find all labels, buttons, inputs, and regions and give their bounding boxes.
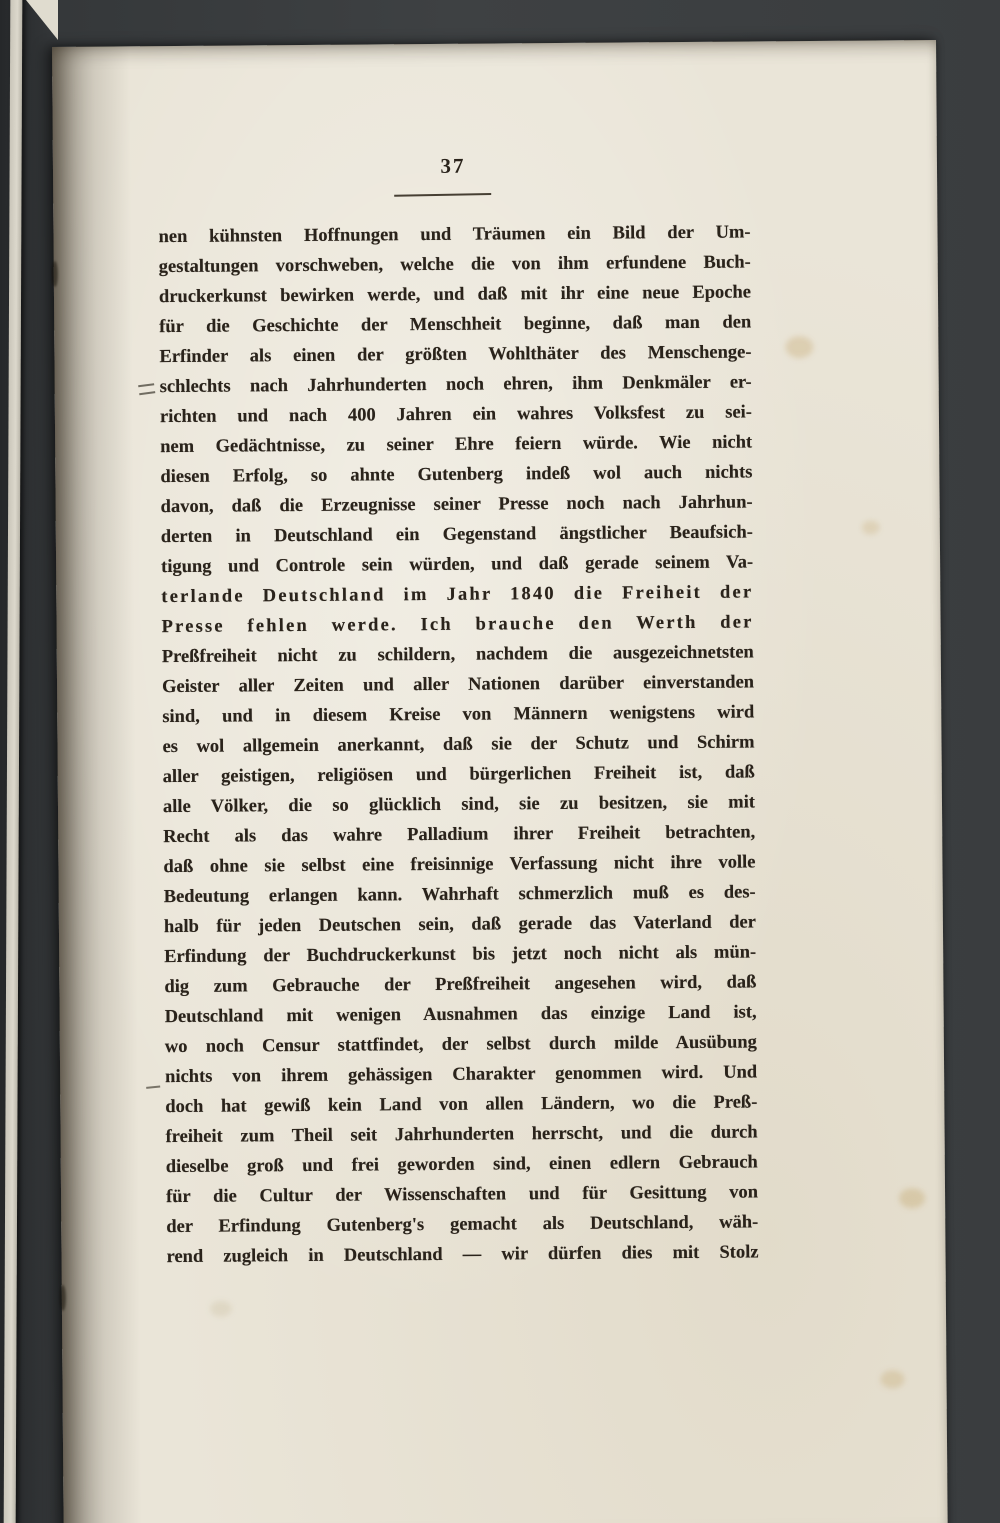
body-text	[158, 217, 758, 1272]
foxing-stain	[210, 1301, 232, 1317]
text-line: der Erfindung Gutenberg's gemacht als Deutschland, wäh-	[166, 1212, 759, 1238]
text-line: Erfindung der Buchdruckerkunst bis jetzt noch nicht als mün-	[164, 942, 757, 968]
margin-pencil-mark	[146, 1086, 160, 1089]
text-line: für die Cultur der Wissenschaften und für Gesittung von	[165, 1182, 759, 1208]
foxing-stain	[880, 1370, 904, 1388]
adjacent-page-edge	[4, 0, 23, 1523]
text-line: dig zum Gebrauche der Preßfreiheit angesehen wird, daß	[164, 972, 757, 998]
text-line: dieselbe groß und frei geworden sind, einen edlern Gebrauch	[165, 1152, 758, 1178]
text-line: freiheit zum Theil seit Jahrhunderten herrscht, und die durch	[165, 1122, 758, 1148]
text-line: Erfinder als einen der größten Wohlthäter des Menschenge-	[159, 342, 752, 368]
text-line: druckerkunst bewirken werde, und daß mit ihr eine neue Epoche	[158, 282, 752, 308]
foxing-stain	[862, 520, 880, 534]
page-header	[158, 151, 768, 181]
text-line: rend zugleich in Deutschland — wir dürfen dies mit Stolz	[166, 1242, 759, 1268]
binding-stitch-mark	[60, 1285, 66, 1311]
foxing-stain	[899, 1188, 925, 1208]
text-line: gestaltungen vorschweben, welche die von ihm erfundene Buch-	[158, 252, 751, 278]
book-page	[52, 40, 948, 1523]
foxing-stain	[785, 336, 813, 358]
text-line: Bedeutung erlangen kann. Wahrhaft schmerzlich muß es des-	[163, 882, 756, 908]
page-number-rule	[394, 193, 491, 197]
margin-pencil-mark	[138, 383, 155, 395]
text-line: Recht als das wahre Palladium ihrer Freiheit betrachten,	[163, 822, 756, 848]
text-line: terlande Deutschland im Jahr 1840 die Freiheit der	[161, 582, 754, 608]
text-line: Deutschland mit wenigen Ausnahmen das einzige Land ist,	[164, 1002, 757, 1028]
text-line: Presse fehlen werde. Ich brauche den Werth der	[161, 612, 754, 638]
text-line: halb für jeden Deutschen sein, daß gerade das Vaterland der	[163, 912, 757, 938]
page-number: 37	[440, 153, 466, 178]
text-line: wo noch Censur stattfindet, der selbst durch milde Ausübung	[164, 1032, 757, 1058]
text-line: schlechts nach Jahrhunderten noch ehren, ihm Denkmäler er-	[159, 372, 752, 398]
text-line: richten und nach 400 Jahren ein wahres Volksfest zu sei-	[159, 402, 752, 428]
text-line: sind, und in diesem Kreise von Männern wenigstens wird	[162, 702, 755, 728]
underlying-page-corner	[26, 0, 58, 40]
text-line: für die Geschichte der Menschheit beginne, daß man den	[159, 312, 752, 338]
text-line: tigung und Controle sein würden, und daß gerade seinem Va-	[161, 552, 754, 578]
text-line: es wol allgemein anerkannt, daß sie der Schutz und Schirm	[162, 732, 755, 758]
text-line: diesen Erfolg, so ahnte Gutenberg indeß wol auch nichts	[160, 462, 753, 488]
text-line: alle Völker, die so glücklich sind, sie zu besitzen, sie mit	[162, 792, 756, 818]
text-line: derten in Deutschland ein Gegenstand ängstlicher Beaufsich-	[160, 522, 753, 548]
text-line: Geister aller Zeiten und aller Nationen darüber einverstanden	[161, 672, 755, 698]
text-line: doch hat gewiß kein Land von allen Ländern, wo die Preß-	[165, 1092, 758, 1118]
text-line: davon, daß die Erzeugnisse seiner Presse noch nach Jahrhun-	[160, 492, 753, 518]
text-line: daß ohne sie selbst eine freisinnige Verfassung nicht ihre volle	[163, 852, 756, 878]
text-line: nem Gedächtnisse, zu seiner Ehre feiern würde. Wie nicht	[160, 432, 753, 458]
text-line: nichts von ihrem gehässigen Charakter genommen wird. Und	[165, 1062, 758, 1088]
text-line: Preßfreiheit nicht zu schildern, nachdem die ausgezeichnetsten	[161, 642, 754, 668]
text-line: aller geistigen, religiösen und bürgerlichen Freiheit ist, daß	[162, 762, 755, 788]
text-line: nen kühnsten Hoffnungen und Träumen ein Bild der Um-	[158, 222, 751, 248]
binding-stitch-mark	[52, 261, 58, 287]
